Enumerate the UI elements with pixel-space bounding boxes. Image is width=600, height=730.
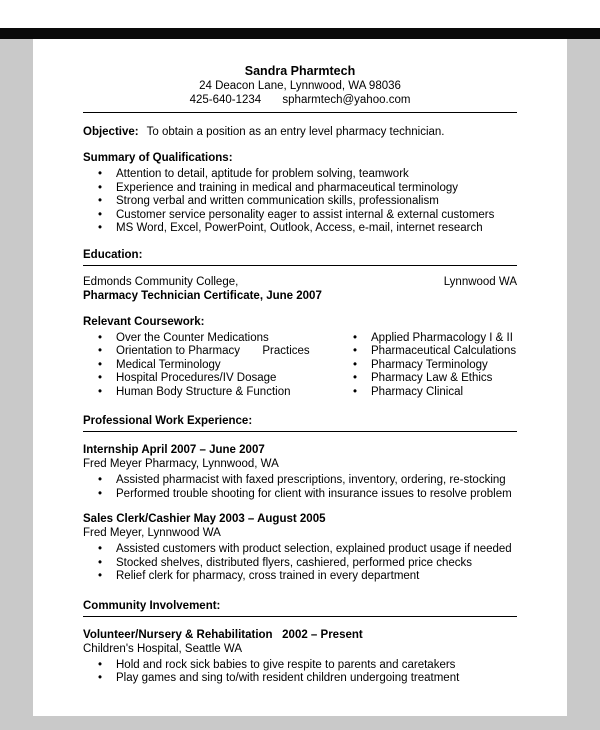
list-item-text: Stocked shelves, distributed flyers, cashiered, performed price checks — [116, 556, 473, 569]
header-divider — [83, 112, 517, 113]
volunteer-organization: Children's Hospital, Seattle WA — [83, 642, 243, 655]
list-item — [83, 386, 338, 400]
person-name: Sandra Pharmtech — [244, 64, 356, 78]
list-item — [83, 209, 517, 223]
list-item — [83, 372, 338, 386]
job-entry — [83, 512, 517, 584]
list-item-text: Play games and sing to/with resident children undergoing treatment — [116, 672, 460, 684]
bullet-icon: • — [98, 385, 103, 398]
list-item-text: Performed trouble shooting for client with insurance issues to resolve problem — [116, 487, 512, 500]
address-line: 24 Deacon Lane, Lynnwood, WA 98036 — [199, 80, 401, 92]
bullet-icon: • — [353, 358, 358, 371]
coursework-right-column — [338, 332, 517, 400]
list-item — [83, 557, 517, 571]
bullet-icon: • — [98, 372, 103, 384]
bullet-icon: • — [98, 358, 103, 371]
bullet-icon: • — [98, 570, 103, 582]
bullet-icon: • — [98, 181, 103, 194]
education-row — [83, 275, 517, 289]
list-item-text: Hospital Procedures/IV Dosage — [116, 372, 277, 384]
bullet-icon: • — [98, 345, 103, 357]
school-name: Edmonds Community College, — [83, 275, 239, 288]
list-item — [83, 168, 517, 182]
bullet-icon: • — [98, 208, 103, 221]
list-item-text: Orientation to Pharmacy Practices — [116, 345, 310, 357]
bullet-icon: • — [353, 331, 358, 344]
list-item-text: Attention to detail, aptitude for problem solving, teamwork — [116, 168, 409, 180]
list-item — [83, 474, 517, 488]
education-heading: Education: — [83, 248, 517, 266]
list-item-text: Experience and training in medical and pharmaceutical terminology — [116, 181, 458, 194]
volunteer-entry — [83, 628, 517, 686]
resume-page — [33, 39, 567, 716]
experience-heading: Professional Work Experience: — [83, 414, 517, 432]
page-top-margin — [0, 0, 600, 28]
list-item-text: Human Body Structure & Function — [116, 385, 291, 398]
bullet-icon: • — [98, 487, 103, 500]
job-employer: Fred Meyer Pharmacy, Lynnwood, WA — [83, 458, 279, 470]
community-section — [83, 599, 517, 686]
list-item-text: Pharmaceutical Calculations — [371, 345, 517, 357]
objective-section — [83, 125, 517, 139]
objective-text: To obtain a position as an entry level pharmacy technician. — [146, 126, 445, 138]
list-item-text: Pharmacy Clinical — [371, 385, 464, 398]
list-item — [83, 332, 338, 346]
summary-list — [83, 168, 517, 236]
list-item-text: Applied Pharmacology I & II — [371, 331, 513, 344]
volunteer-bullets — [83, 659, 517, 686]
bullet-icon: • — [353, 372, 358, 384]
list-item — [83, 359, 338, 373]
volunteer-title: Volunteer/Nursery & Rehabilitation 2002 – Present — [83, 628, 363, 641]
list-item-text: Customer service personality eager to assist internal & external customers — [116, 208, 495, 221]
objective-label: Objective: — [83, 126, 139, 138]
list-item — [338, 332, 517, 346]
list-item — [338, 386, 517, 400]
bullet-icon: • — [98, 672, 103, 684]
list-item — [83, 182, 517, 196]
list-item-text: MS Word, Excel, PowerPoint, Outlook, Access, e-mail, internet research — [116, 222, 483, 234]
list-item-text: Assisted pharmacist with faxed prescriptions, inventory, ordering, re-stocking — [116, 474, 506, 486]
list-item-text: Medical Terminology — [116, 358, 221, 371]
list-item — [83, 543, 517, 557]
list-item-text: Pharmacy Law & Ethics — [371, 372, 493, 384]
summary-section — [83, 151, 517, 236]
job-title: Sales Clerk/Cashier May 2003 – August 2005 — [83, 513, 326, 525]
list-item — [338, 345, 517, 359]
contact-line — [83, 93, 517, 107]
bullet-icon: • — [98, 331, 103, 344]
list-item — [338, 359, 517, 373]
list-item — [83, 488, 517, 502]
community-heading: Community Involvement: — [83, 599, 517, 617]
bullet-icon: • — [353, 385, 358, 398]
list-item — [83, 345, 338, 359]
list-item-text: Hold and rock sick babies to give respite to parents and caretakers — [116, 658, 456, 671]
bullet-icon: • — [98, 168, 103, 180]
bullet-icon: • — [98, 543, 103, 555]
list-item-text: Assisted customers with product selection, explained product usage if needed — [116, 543, 512, 555]
list-item — [83, 659, 517, 673]
school-location: Lynnwood WA — [443, 275, 517, 288]
email-address: spharmtech@yahoo.com — [282, 94, 411, 106]
job-title: Internship April 2007 – June 2007 — [83, 444, 265, 456]
list-item — [83, 570, 517, 584]
bullet-icon: • — [98, 556, 103, 569]
job-bullets — [83, 543, 517, 584]
coursework-section — [83, 315, 517, 400]
coursework-columns — [83, 332, 517, 400]
education-section — [83, 248, 517, 303]
bullet-icon: • — [98, 222, 103, 234]
list-item-text: Pharmacy Terminology — [371, 358, 488, 371]
job-employer: Fred Meyer, Lynnwood WA — [83, 527, 221, 539]
degree-line: Pharmacy Technician Certificate, June 2007 — [83, 289, 322, 302]
list-item — [338, 372, 517, 386]
list-item — [83, 672, 517, 686]
phone-number: 425-640-1234 — [189, 94, 262, 106]
list-item — [83, 195, 517, 209]
resume-header — [83, 63, 517, 107]
experience-section — [83, 414, 517, 584]
list-item-text: Over the Counter Medications — [116, 331, 269, 344]
list-item-text: Strong verbal and written communication skills, professionalism — [116, 195, 439, 207]
bullet-icon: • — [353, 345, 358, 357]
list-item-text: Relief clerk for pharmacy, cross trained in every department — [116, 570, 420, 582]
list-item — [83, 222, 517, 236]
summary-heading: Summary of Qualifications: — [83, 152, 233, 164]
coursework-left-column — [83, 332, 338, 400]
job-bullets — [83, 474, 517, 501]
bullet-icon: • — [98, 474, 103, 486]
job-entry — [83, 443, 517, 501]
bullet-icon: • — [98, 195, 103, 207]
top-black-bar — [0, 28, 600, 39]
bullet-icon: • — [98, 658, 103, 671]
coursework-heading: Relevant Coursework: — [83, 315, 205, 328]
